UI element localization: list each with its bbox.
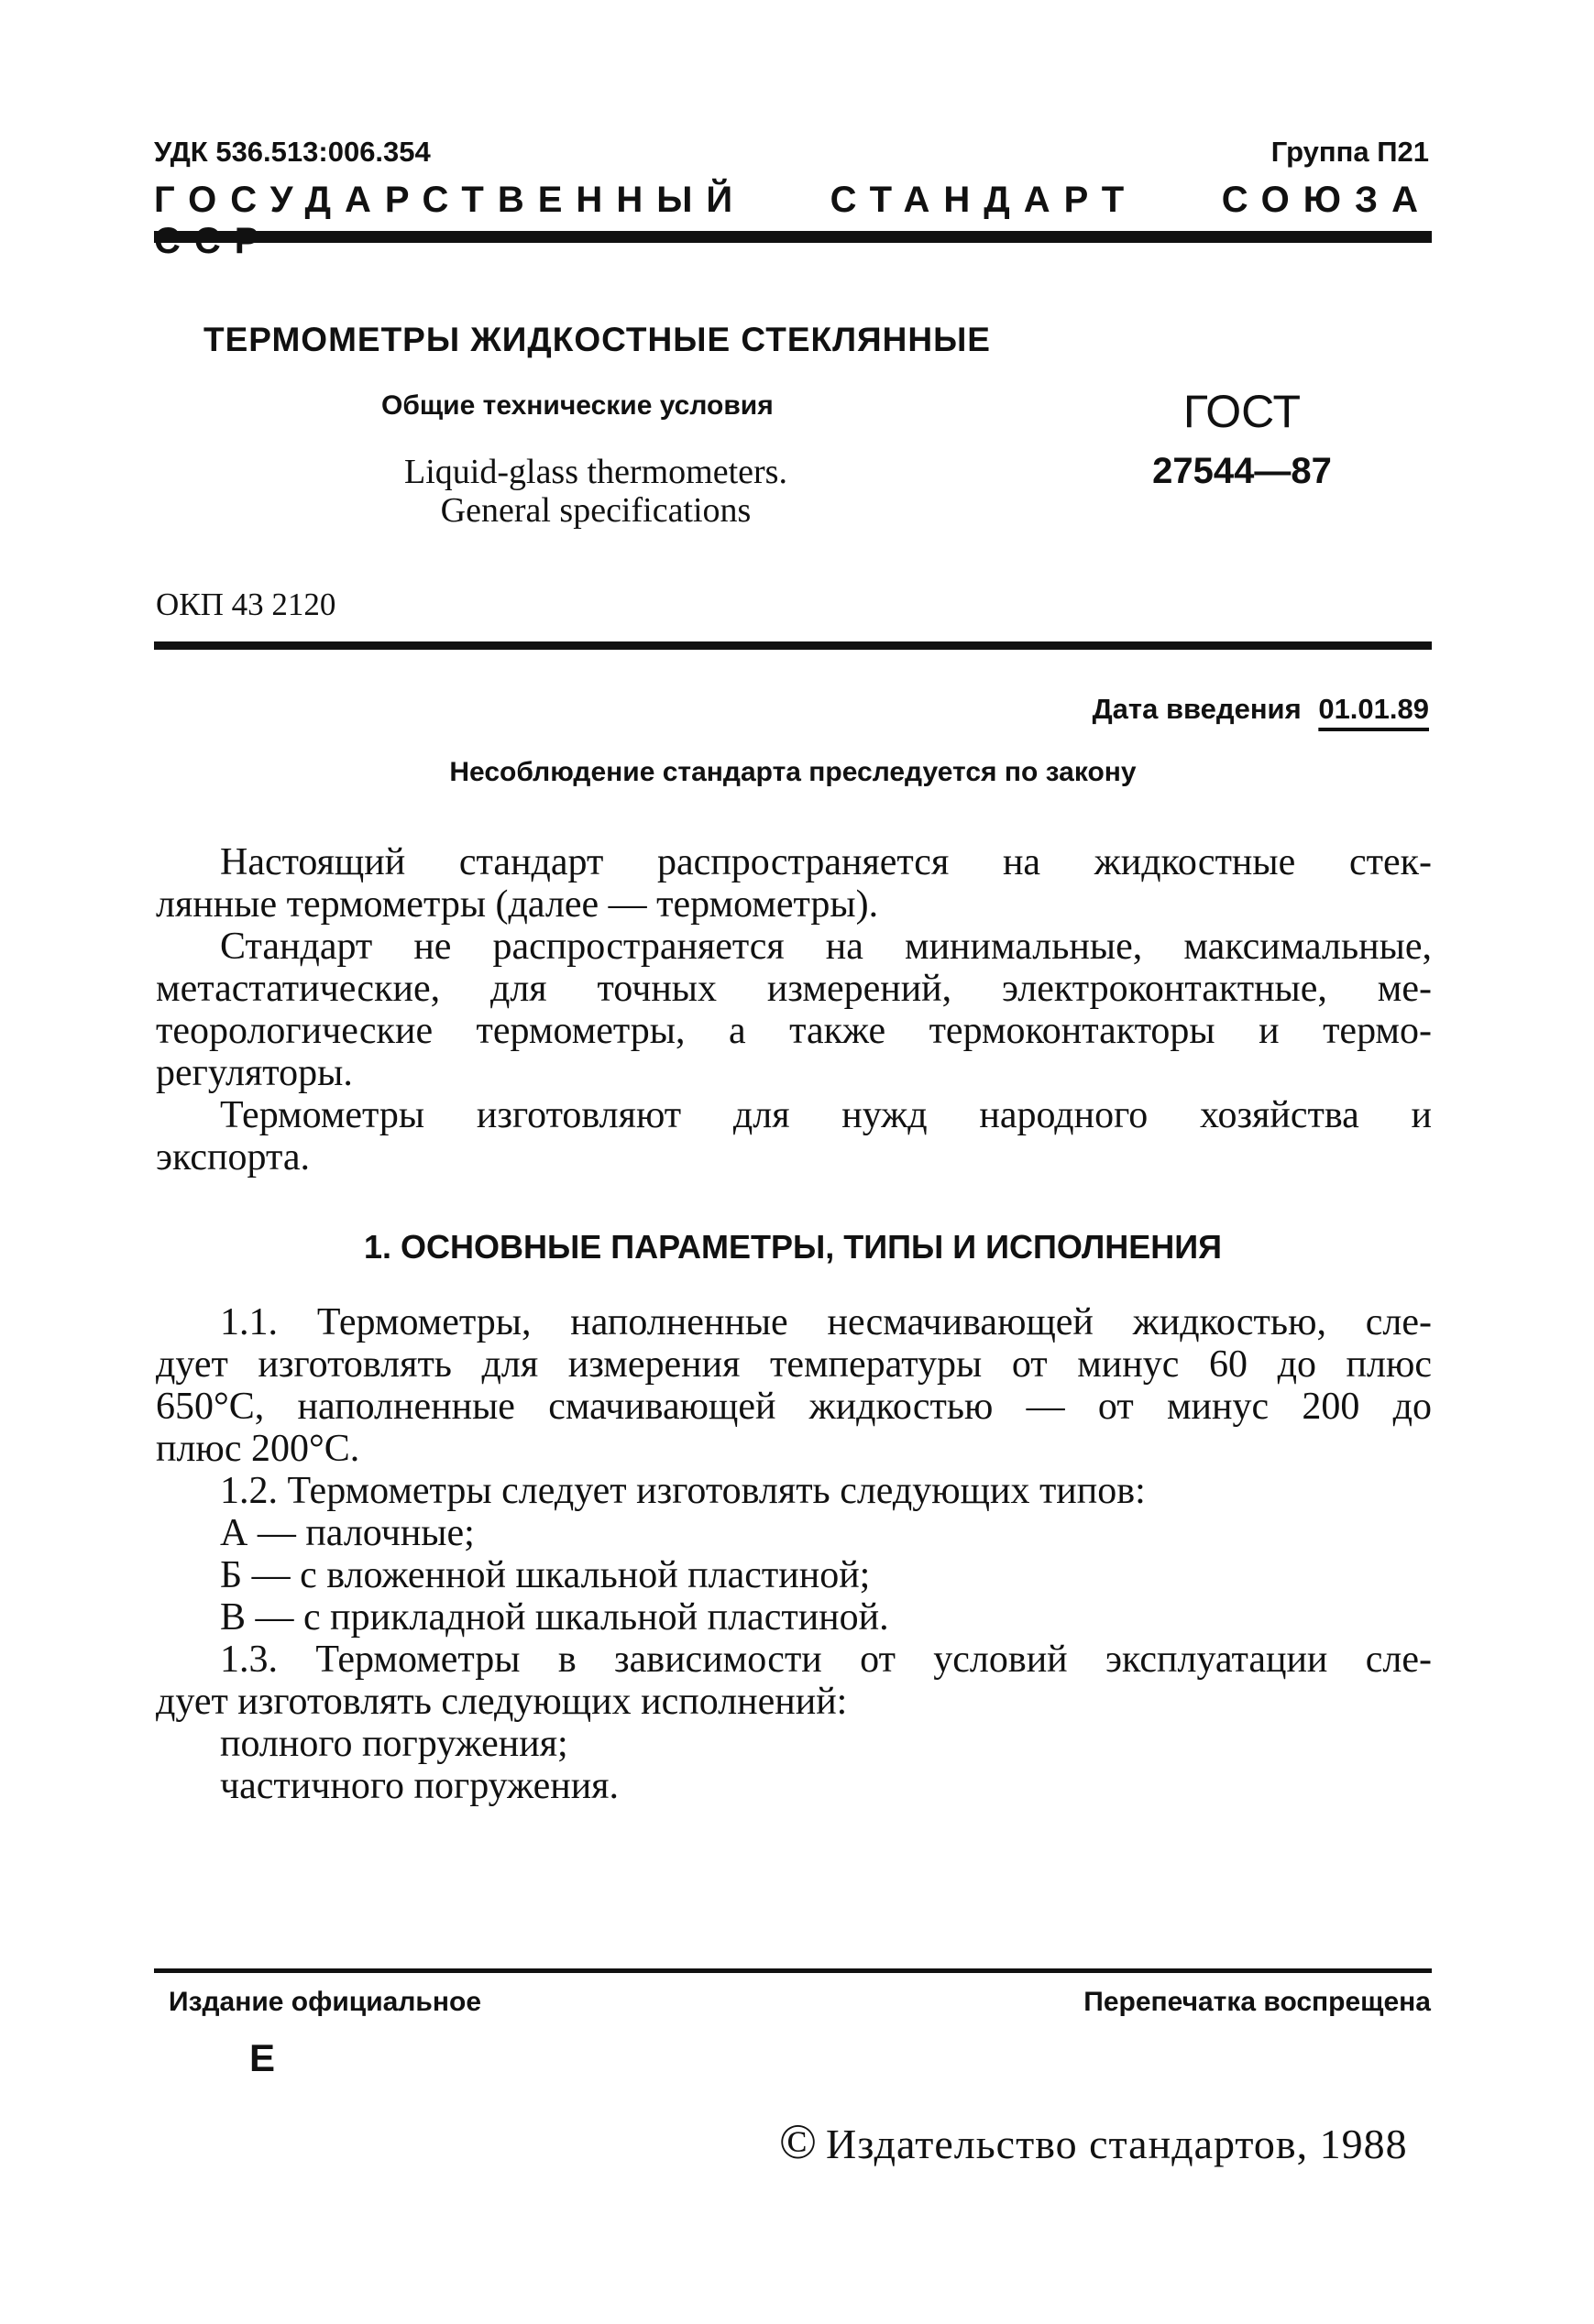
clause-1-3-line-1: 1.3. Термометры в зависимости от условий эксплуатации сле-: [220, 1639, 1432, 1681]
okp-code: ОКП 43 2120: [156, 586, 336, 622]
type-a: А — палочные;: [220, 1512, 475, 1554]
document-title: ТЕРМОМЕТРЫ ЖИДКОСТНЫЕ СТЕКЛЯННЫЕ: [203, 321, 991, 358]
paragraph-2-line-1: Стандарт не распространяется на минимальные, максимальные,: [220, 926, 1432, 968]
reprint-prohibited: Перепечатка воспрещена: [1083, 1987, 1431, 2017]
clause-1-2: 1.2. Термометры следует изготовлять следующих типов:: [220, 1470, 1146, 1512]
document-subtitle: Общие технические условия: [381, 390, 774, 421]
paragraph-2-line-3: теорологические термометры, а также термоконтакторы и термо-: [156, 1010, 1432, 1052]
clause-1-1-line-3: 650°С, наполненные смачивающей жидкостью — от минус 200 до: [156, 1386, 1432, 1428]
publisher: Издательство стандартов, 1988: [826, 2121, 1408, 2167]
paragraph-2-line-2: метастатические, для точных измерений, электроконтактные, ме-: [156, 968, 1432, 1010]
title-rule: [154, 641, 1432, 650]
english-title-line-2: General specifications: [440, 491, 752, 530]
paragraph-1-line-1: Настоящий стандарт распространяется на жидкостные стек-: [220, 841, 1432, 883]
copyright-icon: ©: [779, 2114, 818, 2169]
official-edition: Издание официальное: [169, 1987, 482, 2017]
type-v: В — с прикладной шкальной пластиной.: [220, 1596, 889, 1639]
clause-1-1-line-1: 1.1. Термометры, наполненные несмачивающей жидкостью, сле-: [220, 1301, 1432, 1343]
gost-label: ГОСТ: [1182, 386, 1302, 437]
date-value: 01.01.89: [1318, 693, 1429, 725]
english-title-line-1: Liquid-glass thermometers.: [404, 453, 787, 491]
footer-rule: [154, 1968, 1432, 1973]
group-code: Группа П21: [1270, 136, 1429, 168]
gost-number: 27544—87: [1152, 451, 1332, 491]
clause-1-3-line-2: дует изготовлять следующих исполнений:: [156, 1681, 848, 1723]
clause-1-1-line-4: плюс 200°С.: [156, 1428, 360, 1470]
introduction-date: [1093, 693, 1429, 726]
edition-letter: Е: [249, 2036, 276, 2079]
copyright-line: [779, 2113, 1408, 2170]
clause-1-1-line-2: дует изготовлять для измерения температуры от минус 60 до плюс: [156, 1343, 1432, 1386]
execution-full-immersion: полного погружения;: [220, 1723, 568, 1765]
paragraph-2-line-4: регуляторы.: [156, 1052, 353, 1094]
standard-title: ГОСУДАРСТВЕННЫЙ СТАНДАРТ СОЮЗА: [154, 180, 1432, 220]
date-label: Дата введения: [1092, 693, 1302, 725]
header-thick-rule: [154, 231, 1432, 243]
udk-code: УДК 536.513:006.354: [154, 136, 431, 168]
law-notice: Несоблюдение стандарта преследуется по закону: [449, 757, 1137, 787]
execution-partial-immersion: частичного погружения.: [220, 1765, 619, 1807]
paragraph-1-line-2: лянные термометры (далее — термометры).: [156, 883, 879, 926]
paragraph-3-line-1: Термометры изготовляют для нужд народного хозяйства и: [220, 1094, 1432, 1136]
paragraph-3-line-2: экспорта.: [156, 1136, 310, 1178]
section-1-heading: 1. ОСНОВНЫЕ ПАРАМЕТРЫ, ТИПЫ И ИСПОЛНЕНИЯ: [364, 1228, 1222, 1266]
type-b: Б — с вложенной шкальной пластиной;: [220, 1554, 871, 1596]
